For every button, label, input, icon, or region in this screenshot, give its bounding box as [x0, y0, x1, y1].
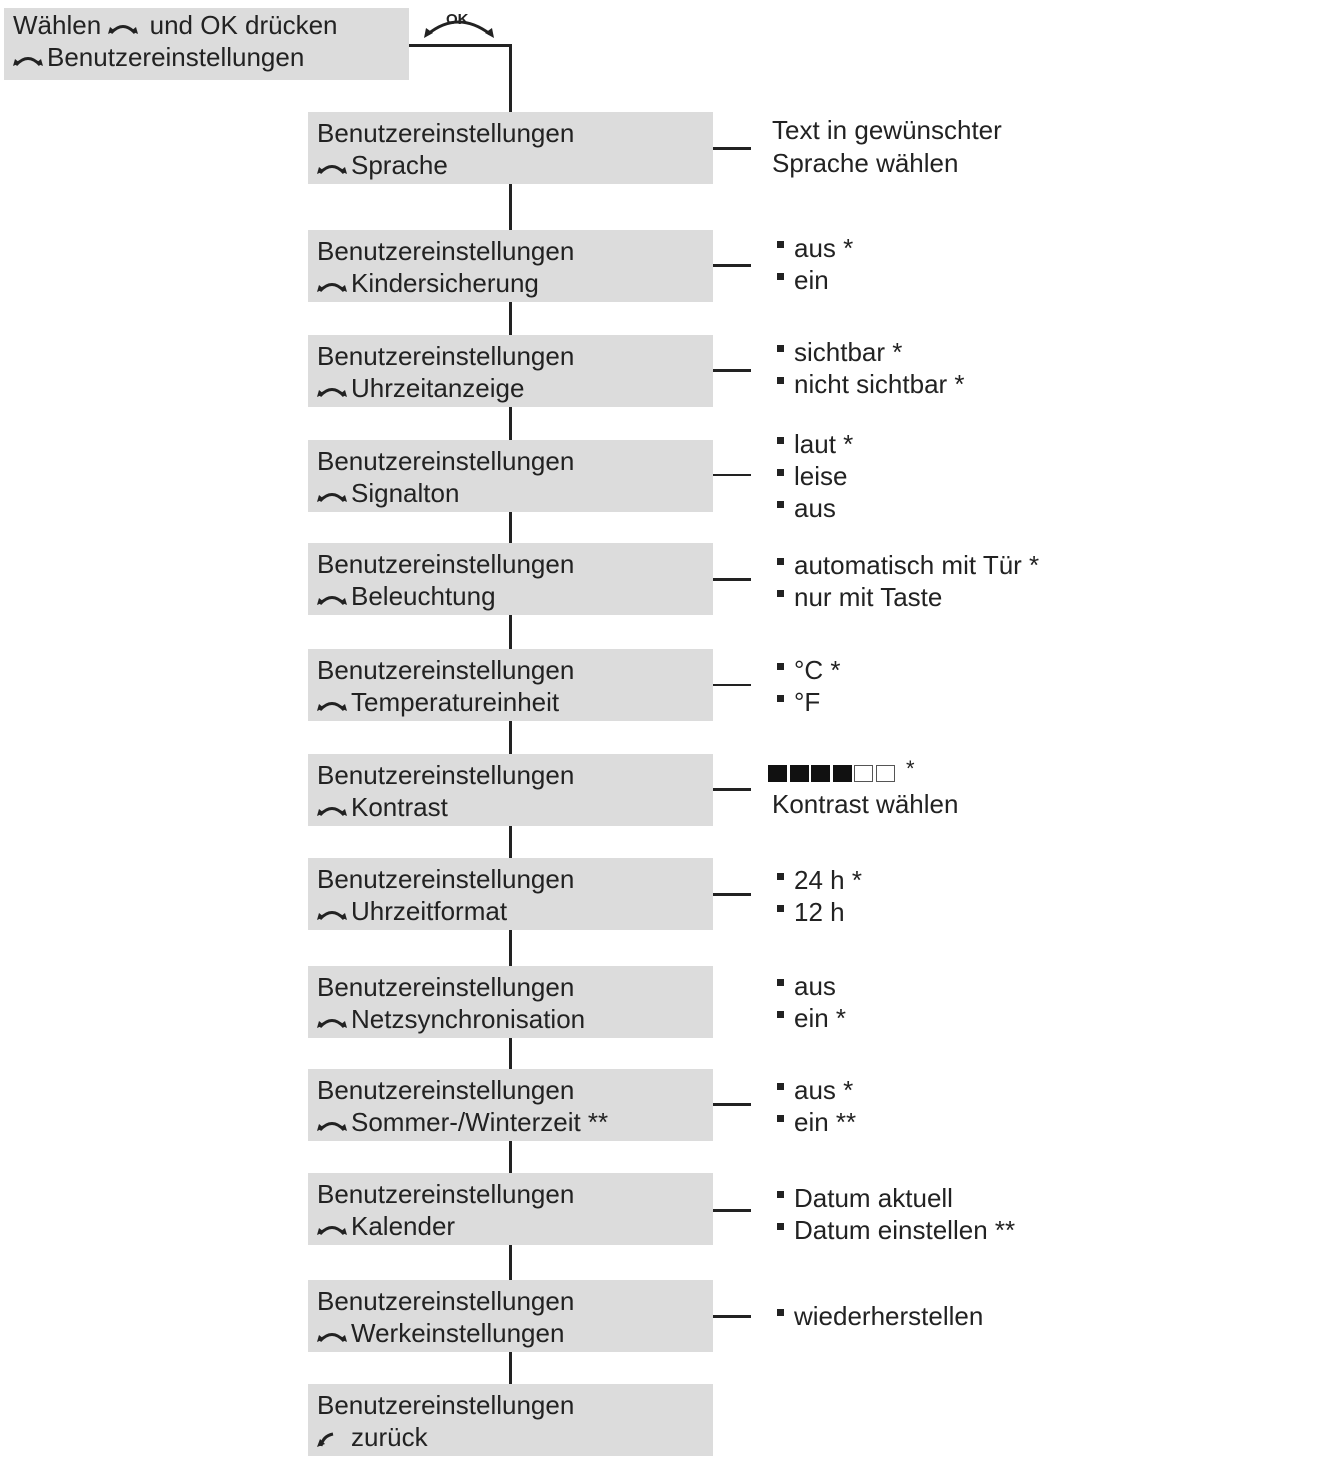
options-sprache — [772, 114, 1002, 180]
contrast-block-filled — [768, 765, 787, 782]
menu-item-title: Benutzereinstellungen — [317, 972, 575, 1002]
menu-item-label: Werkeinstellungen — [351, 1318, 565, 1348]
contrast-block-filled — [833, 765, 852, 782]
menu-item-title: Benutzereinstellungen — [317, 1179, 575, 1209]
options-netzsynchronisation — [772, 970, 846, 1034]
header-box — [4, 8, 409, 80]
back-arrow-icon — [317, 1431, 347, 1447]
options-sommer-winterzeit — [772, 1074, 856, 1138]
option-connector — [713, 147, 751, 150]
rotary-knob-icon — [108, 19, 138, 35]
rotary-knob-icon — [317, 905, 347, 921]
menu-item-netzsynchronisation — [308, 966, 713, 1038]
rotary-knob-icon — [317, 590, 347, 606]
menu-item-title: Benutzereinstellungen — [317, 1286, 575, 1316]
header-line1-after: und OK drücken — [149, 10, 338, 40]
option-item: nicht sichtbar * — [772, 368, 965, 400]
menu-item-uhrzeitanzeige — [308, 335, 713, 407]
option-connector — [713, 684, 751, 686]
menu-item-label: zurück — [351, 1422, 428, 1452]
option-item: °F — [772, 686, 841, 718]
menu-item-label: Kontrast — [351, 792, 448, 822]
option-connector — [713, 1209, 751, 1212]
option-item: Datum aktuell — [772, 1182, 1015, 1214]
options-uhrzeitanzeige — [772, 336, 965, 400]
option-item: ein * — [772, 1002, 846, 1034]
rotary-knob-icon — [317, 1220, 347, 1236]
option-connector — [713, 264, 751, 267]
menu-item-label: Uhrzeitformat — [351, 896, 508, 926]
menu-item-title: Benutzereinstellungen — [317, 341, 575, 371]
rotary-knob-icon — [317, 1116, 347, 1132]
contrast-default-marker: * — [906, 756, 915, 781]
header-connector-horizontal — [409, 44, 512, 47]
option-connector — [713, 788, 751, 791]
option-item: ein ** — [772, 1106, 856, 1138]
menu-item-kalender — [308, 1173, 713, 1245]
options-signalton — [772, 428, 853, 524]
options-werkeinstellungen — [772, 1300, 983, 1332]
contrast-block-filled — [790, 765, 809, 782]
menu-item-signalton — [308, 440, 713, 512]
option-connector — [713, 1103, 751, 1106]
menu-item-sprache — [308, 112, 713, 184]
option-text: Sprache wählen — [772, 148, 959, 178]
option-connector — [713, 893, 751, 896]
rotary-knob-icon — [317, 382, 347, 398]
menu-item-sommer-winterzeit — [308, 1069, 713, 1141]
option-item: 12 h — [772, 896, 862, 928]
menu-item-title: Benutzereinstellungen — [317, 1390, 575, 1420]
rotary-knob-icon — [13, 51, 43, 67]
menu-item-title: Benutzereinstellungen — [317, 549, 575, 579]
rotary-knob-icon — [317, 487, 347, 503]
menu-item-title: Benutzereinstellungen — [317, 1075, 575, 1105]
option-item: aus — [772, 492, 853, 524]
option-item: automatisch mit Tür * — [772, 549, 1039, 581]
menu-item-kontrast — [308, 754, 713, 826]
options-uhrzeitformat — [772, 864, 862, 928]
menu-item-label: Temperatureinheit — [351, 687, 560, 717]
menu-item-title: Benutzereinstellungen — [317, 236, 575, 266]
rotary-knob-icon — [317, 277, 347, 293]
menu-item-title: Benutzereinstellungen — [317, 760, 575, 790]
menu-item-temperatureinheit — [308, 649, 713, 721]
rotary-knob-icon — [317, 159, 347, 175]
option-connector — [713, 578, 751, 581]
menu-item-label: Beleuchtung — [351, 581, 496, 611]
rotary-knob-icon — [317, 801, 347, 817]
ok-label: OK — [446, 11, 469, 28]
contrast-block-filled — [811, 765, 830, 782]
option-item: ein — [772, 264, 853, 296]
menu-item-uhrzeitformat — [308, 858, 713, 930]
menu-item-beleuchtung — [308, 543, 713, 615]
option-text: Text in gewünschter — [772, 115, 1002, 145]
rotary-knob-icon — [317, 696, 347, 712]
menu-item-label: Sprache — [351, 150, 448, 180]
option-item: °C * — [772, 654, 841, 686]
options-kindersicherung — [772, 232, 853, 296]
menu-item-label: Kalender — [351, 1211, 456, 1241]
menu-item-label: Signalton — [351, 478, 460, 508]
menu-item-kindersicherung — [308, 230, 713, 302]
option-item: nur mit Taste — [772, 581, 1039, 613]
menu-item-label: Kindersicherung — [351, 268, 539, 298]
option-connector — [713, 1315, 751, 1318]
menu-item-zurueck — [308, 1384, 713, 1456]
contrast-block-empty — [876, 765, 895, 782]
menu-item-label: Netzsynchronisation — [351, 1004, 586, 1034]
option-item: aus — [772, 970, 846, 1002]
option-item: 24 h * — [772, 864, 862, 896]
contrast-block-empty — [854, 765, 873, 782]
option-item: laut * — [772, 428, 853, 460]
option-item: wiederherstellen — [772, 1300, 983, 1332]
option-item: sichtbar * — [772, 336, 965, 368]
option-item: Datum einstellen ** — [772, 1214, 1015, 1246]
menu-item-title: Benutzereinstellungen — [317, 655, 575, 685]
rotary-knob-icon — [317, 1327, 347, 1343]
options-beleuchtung — [772, 549, 1039, 613]
ok-arrow-icon — [420, 4, 500, 44]
option-connector — [713, 369, 751, 372]
contrast-label: Kontrast wählen — [772, 789, 959, 819]
menu-item-werkeinstellungen — [308, 1280, 713, 1352]
menu-item-label: Uhrzeitanzeige — [351, 373, 525, 403]
rotary-knob-icon — [317, 1013, 347, 1029]
menu-item-title: Benutzereinstellungen — [317, 864, 575, 894]
option-item: aus * — [772, 232, 853, 264]
menu-item-title: Benutzereinstellungen — [317, 118, 575, 148]
header-line1-before: Wählen — [13, 10, 102, 40]
options-kalender — [772, 1182, 1015, 1246]
header-line2: Benutzereinstellungen — [47, 42, 305, 72]
menu-item-label: Sommer-/Winterzeit ** — [351, 1107, 609, 1137]
options-temperatureinheit — [772, 654, 841, 718]
option-connector — [713, 474, 751, 476]
menu-item-title: Benutzereinstellungen — [317, 446, 575, 476]
option-item: aus * — [772, 1074, 856, 1106]
option-item: leise — [772, 460, 853, 492]
